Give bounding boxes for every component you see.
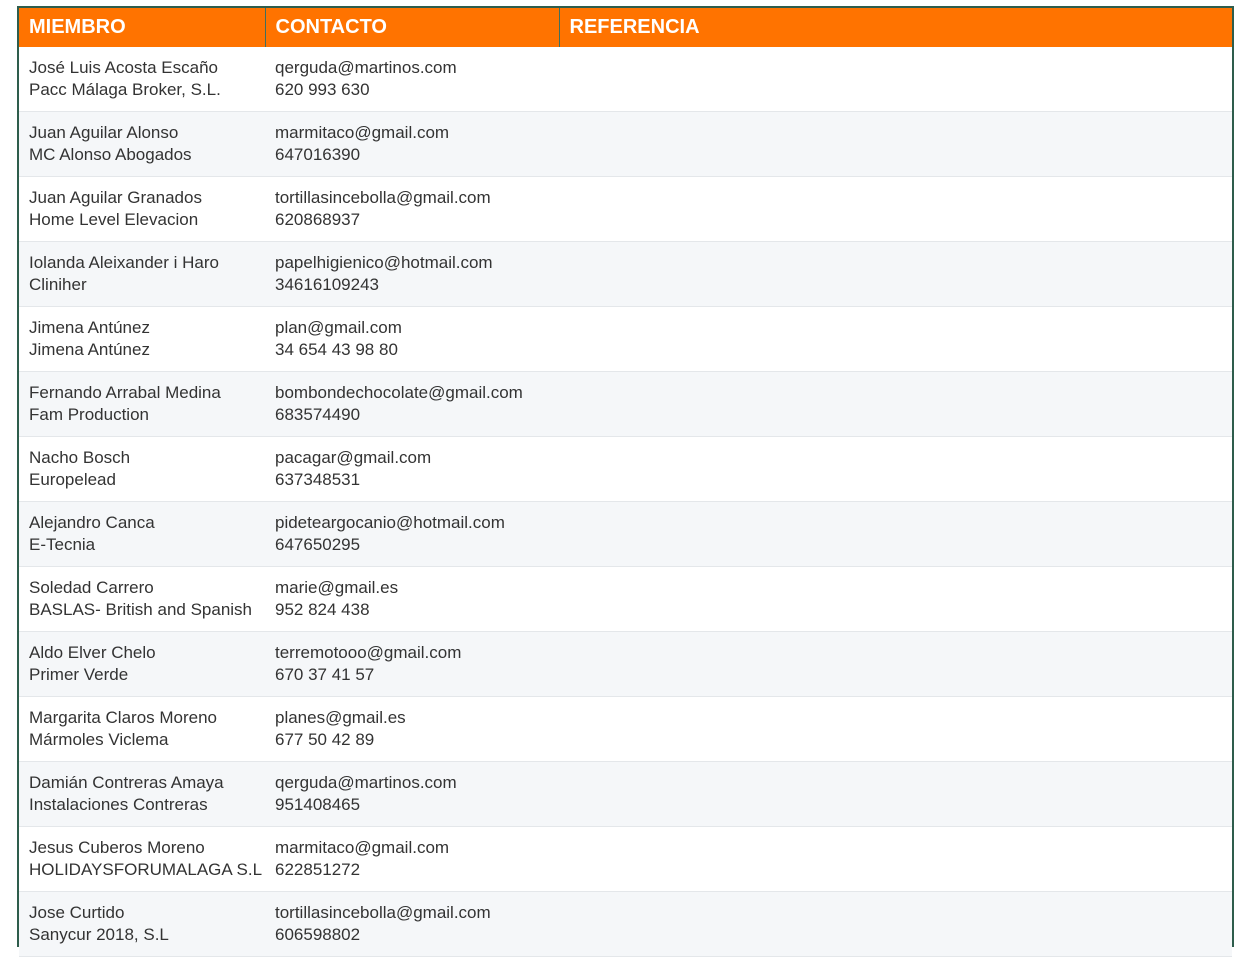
table-row xyxy=(19,372,1232,437)
reference-cell xyxy=(559,567,1232,632)
contact-email[interactable]: marmitaco@gmail.com xyxy=(275,838,450,857)
member-cell xyxy=(19,697,265,762)
contact-cell xyxy=(265,762,559,827)
contact-email[interactable]: qerguda@martinos.com xyxy=(275,773,457,792)
member-company: Instalaciones Contreras xyxy=(29,795,208,814)
contact-email[interactable]: planes@gmail.es xyxy=(275,708,406,727)
member-name: Margarita Claros Moreno xyxy=(29,708,218,727)
table-row xyxy=(19,47,1232,112)
reference-cell xyxy=(559,177,1232,242)
members-table xyxy=(19,8,1232,957)
contact-email[interactable]: marie@gmail.es xyxy=(275,578,399,597)
contact-email[interactable]: qerguda@martinos.com xyxy=(275,58,457,77)
table-row xyxy=(19,177,1232,242)
table-row xyxy=(19,892,1232,957)
contact-phone[interactable]: 952 824 438 xyxy=(275,600,370,619)
contact-phone[interactable]: 620868937 xyxy=(275,210,361,229)
reference-cell xyxy=(559,437,1232,502)
member-cell xyxy=(19,177,265,242)
members-table-container xyxy=(17,6,1234,947)
member-cell xyxy=(19,437,265,502)
header-contact[interactable]: CONTACTO xyxy=(265,8,559,47)
member-name: Jose Curtido xyxy=(29,903,125,922)
member-name: Fernando Arrabal Medina xyxy=(29,383,221,402)
member-cell xyxy=(19,892,265,957)
member-company: HOLIDAYSFORUMALAGA S.L xyxy=(29,860,263,879)
member-name: Jesus Cuberos Moreno xyxy=(29,838,205,857)
table-row xyxy=(19,437,1232,502)
contact-phone[interactable]: 620 993 630 xyxy=(275,80,370,99)
contact-email[interactable]: papelhigienico@hotmail.com xyxy=(275,253,493,272)
contact-cell xyxy=(265,372,559,437)
contact-phone[interactable]: 637348531 xyxy=(275,470,361,489)
table-row xyxy=(19,632,1232,697)
contact-phone[interactable]: 683574490 xyxy=(275,405,361,424)
contact-email[interactable]: tortillasincebolla@gmail.com xyxy=(275,903,491,922)
member-company: Mármoles Viclema xyxy=(29,730,169,749)
contact-cell xyxy=(265,177,559,242)
contact-cell xyxy=(265,437,559,502)
member-name: Jimena Antúnez xyxy=(29,318,150,337)
contact-email[interactable]: marmitaco@gmail.com xyxy=(275,123,450,142)
reference-cell xyxy=(559,242,1232,307)
member-name: Damián Contreras Amaya xyxy=(29,773,224,792)
member-company: Home Level Elevacion xyxy=(29,210,199,229)
reference-cell xyxy=(559,762,1232,827)
contact-cell xyxy=(265,892,559,957)
member-company: Primer Verde xyxy=(29,665,129,684)
member-cell xyxy=(19,372,265,437)
contact-phone[interactable]: 647650295 xyxy=(275,535,361,554)
table-body xyxy=(19,47,1232,957)
table-row xyxy=(19,112,1232,177)
member-company: Fam Production xyxy=(29,405,149,424)
member-company: BASLAS- British and Spanish xyxy=(29,600,253,619)
member-name: Aldo Elver Chelo xyxy=(29,643,156,662)
contact-phone[interactable]: 622851272 xyxy=(275,860,361,879)
member-cell xyxy=(19,762,265,827)
member-company: Pacc Málaga Broker, S.L. xyxy=(29,80,221,99)
contact-phone[interactable]: 670 37 41 57 xyxy=(275,665,375,684)
contact-cell xyxy=(265,47,559,112)
member-company: Europelead xyxy=(29,470,116,489)
contact-email[interactable]: terremotooo@gmail.com xyxy=(275,643,462,662)
member-name: Soledad Carrero xyxy=(29,578,154,597)
member-company: Cliniher xyxy=(29,275,87,294)
contact-cell xyxy=(265,827,559,892)
contact-cell xyxy=(265,697,559,762)
table-row xyxy=(19,502,1232,567)
member-name: Juan Aguilar Granados xyxy=(29,188,202,207)
contact-email[interactable]: pacagar@gmail.com xyxy=(275,448,432,467)
contact-cell xyxy=(265,632,559,697)
reference-cell xyxy=(559,502,1232,567)
member-cell xyxy=(19,502,265,567)
contact-phone[interactable]: 34 654 43 98 80 xyxy=(275,340,398,359)
contact-phone[interactable]: 606598802 xyxy=(275,925,361,944)
table-row xyxy=(19,567,1232,632)
member-name: Nacho Bosch xyxy=(29,448,131,467)
header-member[interactable]: MIEMBRO xyxy=(19,8,265,47)
reference-cell xyxy=(559,112,1232,177)
reference-cell xyxy=(559,47,1232,112)
contact-phone[interactable]: 677 50 42 89 xyxy=(275,730,375,749)
contact-cell xyxy=(265,242,559,307)
reference-cell xyxy=(559,632,1232,697)
table-row xyxy=(19,242,1232,307)
member-company: MC Alonso Abogados xyxy=(29,145,192,164)
member-name: José Luis Acosta Escaño xyxy=(29,58,219,77)
table-row xyxy=(19,762,1232,827)
contact-phone[interactable]: 34616109243 xyxy=(275,275,380,294)
member-company: Jimena Antúnez xyxy=(29,340,150,359)
reference-cell xyxy=(559,827,1232,892)
contact-email[interactable]: tortillasincebolla@gmail.com xyxy=(275,188,491,207)
member-name: Iolanda Aleixander i Haro xyxy=(29,253,219,272)
member-company: E-Tecnia xyxy=(29,535,96,554)
member-name: Juan Aguilar Alonso xyxy=(29,123,179,142)
contact-cell xyxy=(265,307,559,372)
contact-phone[interactable]: 951408465 xyxy=(275,795,361,814)
contact-email[interactable]: plan@gmail.com xyxy=(275,318,402,337)
member-cell xyxy=(19,827,265,892)
member-cell xyxy=(19,242,265,307)
member-cell xyxy=(19,567,265,632)
table-row xyxy=(19,307,1232,372)
reference-cell xyxy=(559,307,1232,372)
member-cell xyxy=(19,112,265,177)
contact-email[interactable]: pideteargocanio@hotmail.com xyxy=(275,513,505,532)
header-reference[interactable]: REFERENCIA xyxy=(559,8,1232,47)
contact-cell xyxy=(265,112,559,177)
contact-cell xyxy=(265,502,559,567)
table-row xyxy=(19,827,1232,892)
member-name: Alejandro Canca xyxy=(29,513,155,532)
reference-cell xyxy=(559,697,1232,762)
table-row xyxy=(19,697,1232,762)
member-cell xyxy=(19,632,265,697)
table-header-row xyxy=(19,8,1232,47)
contact-cell xyxy=(265,567,559,632)
contact-email[interactable]: bombondechocolate@gmail.com xyxy=(275,383,523,402)
member-cell xyxy=(19,47,265,112)
contact-phone[interactable]: 647016390 xyxy=(275,145,361,164)
member-cell xyxy=(19,307,265,372)
reference-cell xyxy=(559,372,1232,437)
member-company: Sanycur 2018, S.L xyxy=(29,925,169,944)
reference-cell xyxy=(559,892,1232,957)
